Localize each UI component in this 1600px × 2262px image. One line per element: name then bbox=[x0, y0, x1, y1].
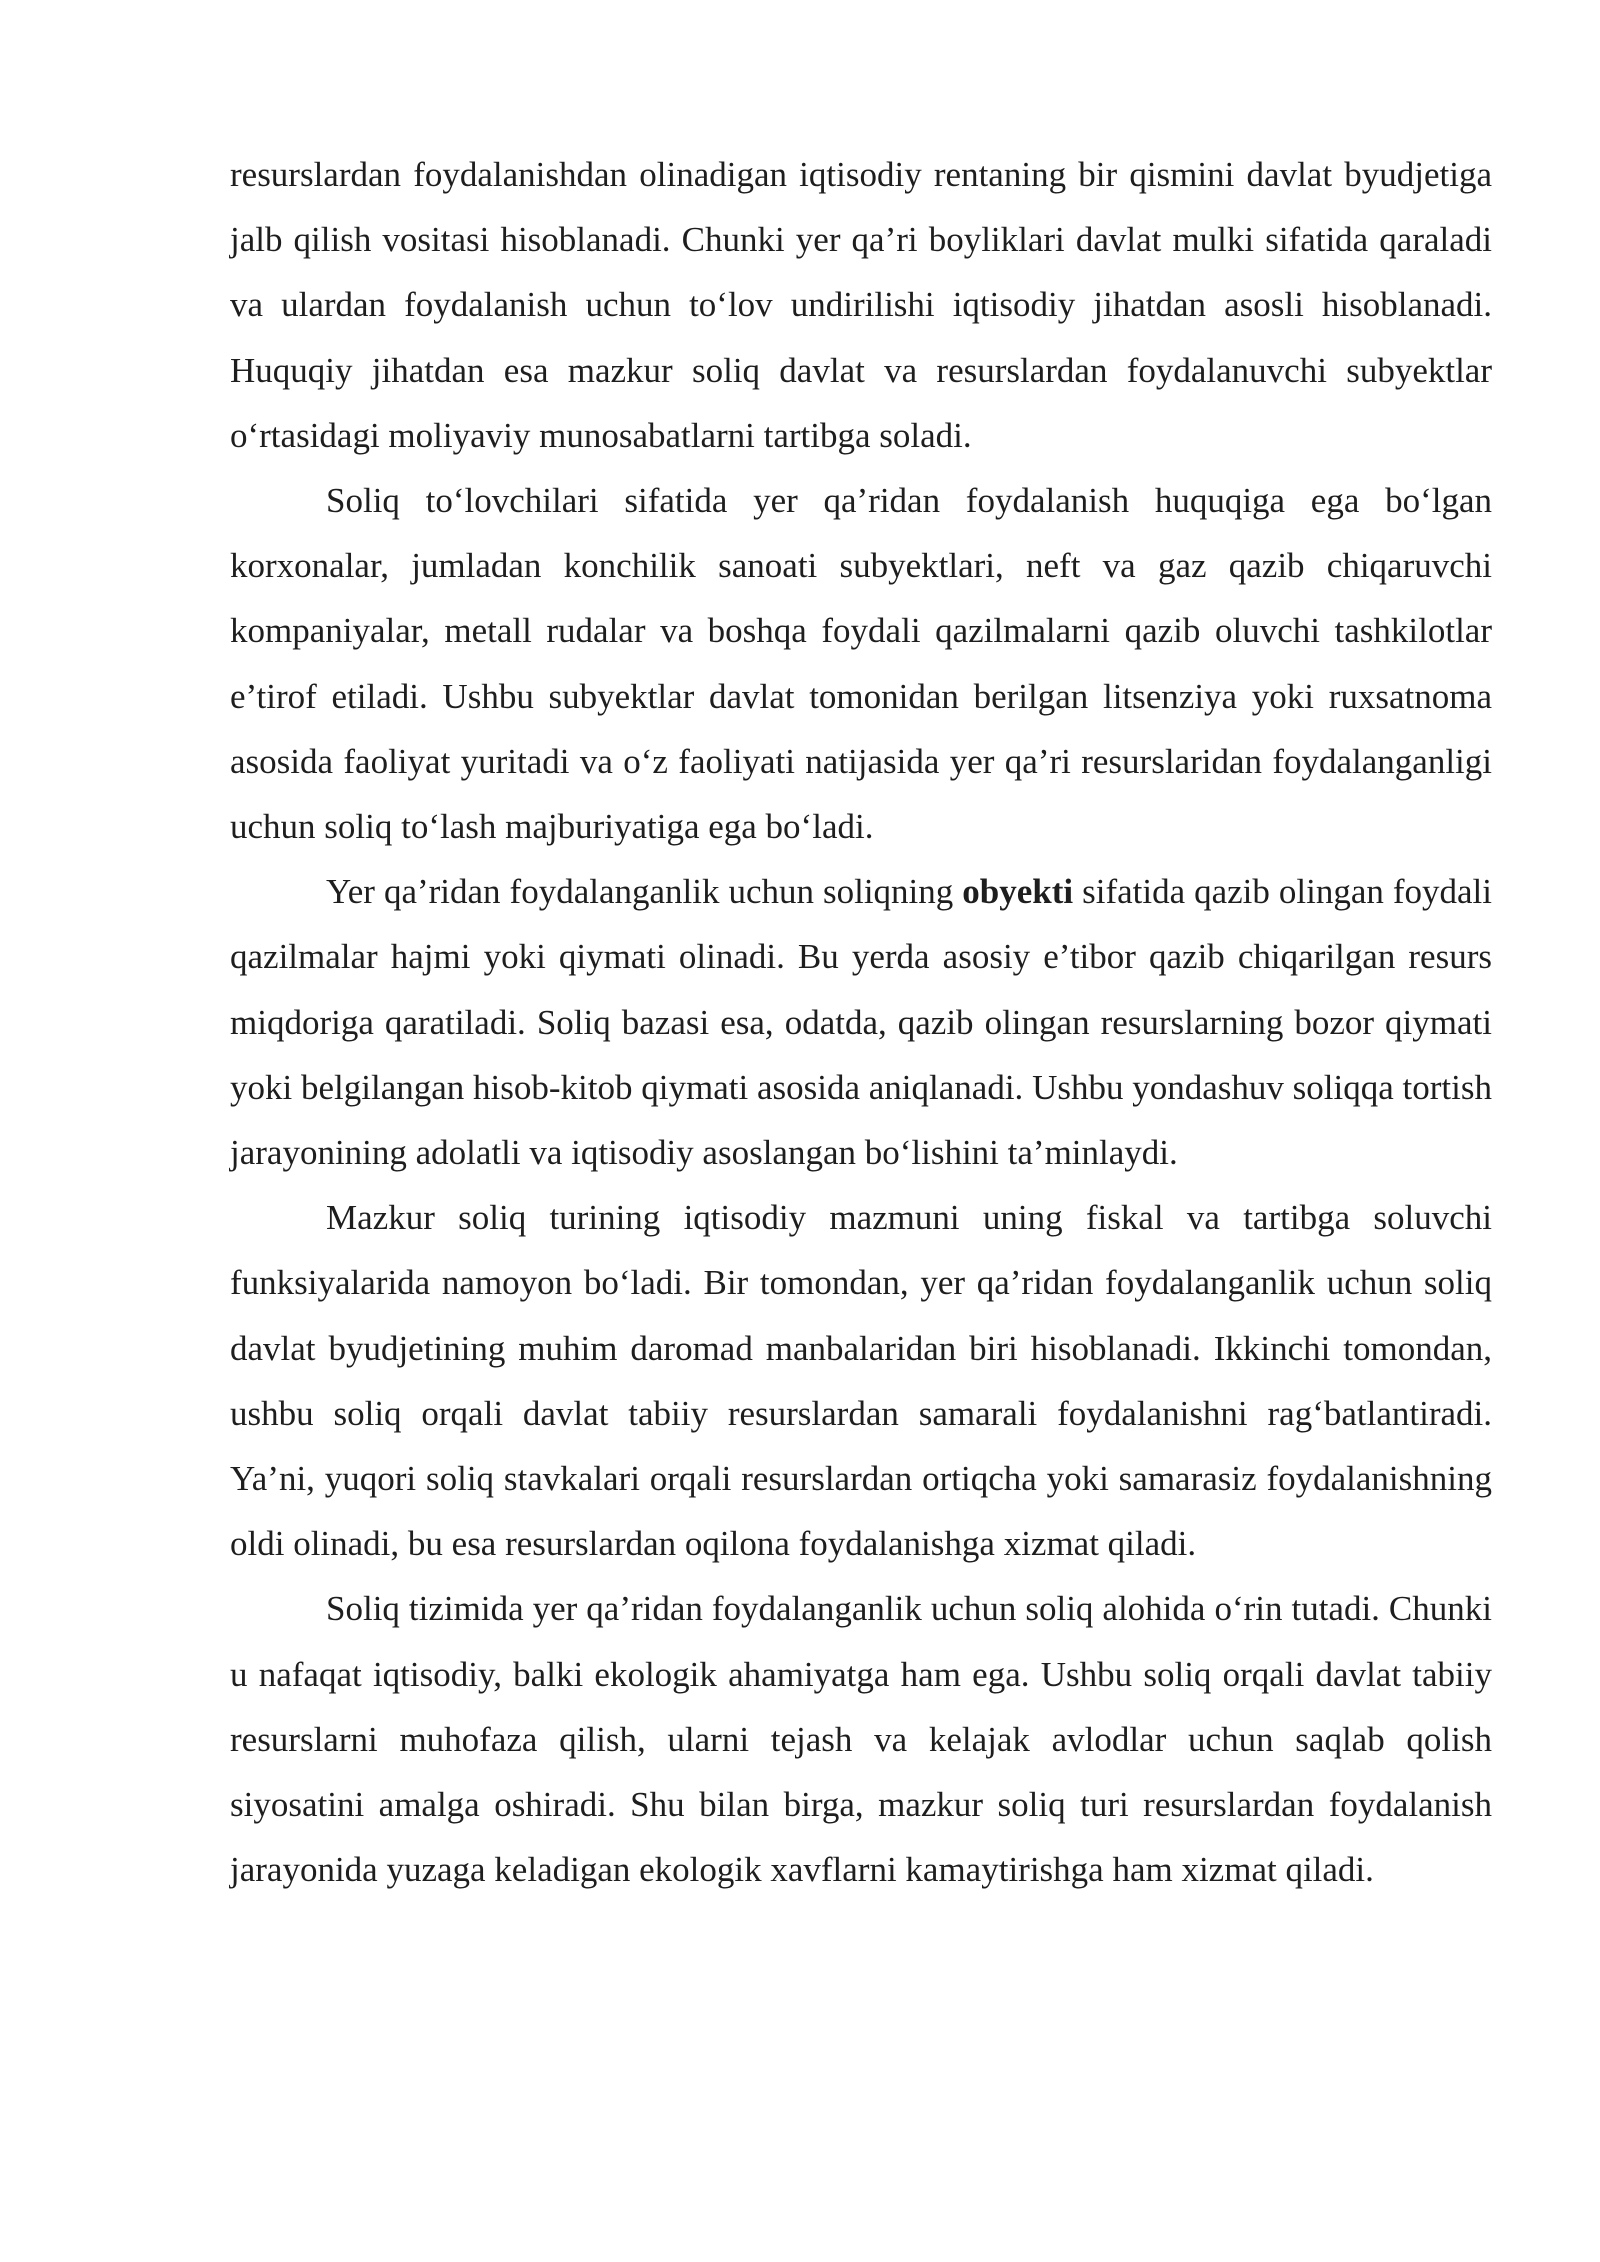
paragraph-4 bbox=[230, 1185, 1492, 1576]
obyekti-bold-term: obyekti bbox=[962, 872, 1074, 912]
paragraph-1-text: resurslardan foydalanishdan olinadigan iqtisodiy rentaning bir qismini davlat byudjetiga jalb qilish vositasi hisoblanadi. Chunki yer qa’ri boyliklari davlat mulki sifatida qaraladi va ulardan foydalanish uchun to‘lov undirilishi iqtisodiy jihatdan asosli hisoblanadi. Huquqiy jihatdan esa mazkur soliq davlat va resurslardan foydalanuvchi subyektlar o‘rtasidagi moliyaviy munosabatlarni tartibga soladi. bbox=[230, 155, 1492, 455]
paragraph-4-text: Mazkur soliq turining iqtisodiy mazmuni uning fiskal va tartibga soluvchi funksiyalarida namoyon bo‘ladi. Bir tomondan, yer qa’ridan foydalanganlik uchun soliq davlat byudjetining muhim daromad manbalaridan biri hisoblanadi. Ikkinchi tomondan, ushbu soliq orqali davlat tabiiy resurslardan samarali foydalanishni rag‘batlantiradi. Ya’ni, yuqori soliq stavkalari orqali resurslardan ortiqcha yoki samarasiz foydalanishning oldi olinadi, bu esa resurslardan oqilona foydalanishga xizmat qiladi. bbox=[230, 1198, 1492, 1564]
paragraph-3-text-end: sifatida qazib olingan foydali qazilmalar hajmi yoki qiymati olinadi. Bu yerda asosiy e’tibor qazib chiqarilgan resurs miqdoriga qaratiladi. Soliq bazasi esa, odatda, qazib olingan resurslarning bozor qiymati yoki belgilangan hisob-kitob qiymati asosida aniqlanadi. Ushbu yondashuv soliqqa tortish jarayonining adolatli va iqtisodiy asoslangan bo‘lishini ta’minlaydi. bbox=[230, 872, 1493, 1173]
paragraph-5-text: Soliq tizimida yer qa’ridan foydalanganlik uchun soliq alohida o‘rin tutadi. Chunki u nafaqat iqtisodiy, balki ekologik ahamiyatga ham ega. Ushbu soliq orqali davlat tabiiy resurslarni muhofaza qilish, ularni tejash va kelajak avlodlar uchun saqlab qolish siyosatini amalga oshiradi. Shu bilan birga, mazkur soliq turi resurslardan foydalanish jarayonida yuzaga keladigan ekologik xavflarni kamaytirishga ham xizmat qiladi. bbox=[230, 1589, 1492, 1890]
paragraph-3-text-start: Yer qa’ridan foydalanganlik uchun soliqning bbox=[326, 872, 963, 912]
paragraph-3 bbox=[230, 859, 1492, 1185]
paragraph-5 bbox=[230, 1576, 1492, 1902]
paragraph-2 bbox=[230, 468, 1492, 859]
paragraph-2-text: Soliq to‘lovchilari sifatida yer qa’ridan foydalanish huquqiga ega bo‘lgan korxonalar, jumladan konchilik sanoati subyektlari, neft va gaz qazib chiqaruvchi kompaniyalar, metall rudalar va boshqa foydali qazilmalarni qazib oluvchi tashkilotlar e’tirof etiladi. Ushbu subyektlar davlat tomonidan berilgan litsenziya yoki ruxsatnoma asosida faoliyat yuritadi va o‘z faoliyati natijasida yer qa’ri resurslaridan foydalanganligi uchun soliq to‘lash majburiyatiga ega bo‘ladi. bbox=[230, 481, 1492, 847]
paragraph-1 bbox=[230, 142, 1492, 468]
document-body bbox=[230, 142, 1492, 1902]
